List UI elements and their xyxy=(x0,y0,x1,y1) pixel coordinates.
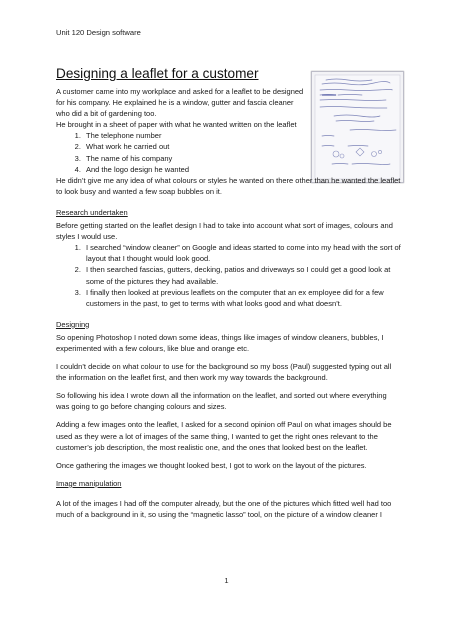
image-manipulation-section xyxy=(56,478,402,520)
page-number: 1 xyxy=(224,576,229,585)
list-item: 4. And the logo design he wanted xyxy=(83,164,402,175)
paragraph: Once gathering the images we thought looked best, I got to work on the layout of the pictures. xyxy=(56,460,367,470)
intro-line: He brought in a sheet of paper with what he wanted written on the leaflet xyxy=(56,120,297,130)
research-intro: Before getting started on the leaflet design I had to take into account what sort of images, colours and styles I would use. xyxy=(56,221,393,242)
paragraph: So following his idea I wrote down all the information on the leaflet, and sorted out where everything was going to go before changing colours and sizes. xyxy=(56,391,387,412)
document-body xyxy=(56,86,402,527)
paragraph: I couldn’t decide on what colour to use for the background so my boss (Paul) suggested typing out all the information on the leaflet first, and then work my way towards the background. xyxy=(56,362,392,383)
list-item: 1. The telephone number xyxy=(83,130,402,141)
page-header: Unit 120 Design software xyxy=(56,28,141,37)
designing-section xyxy=(56,319,402,471)
leaflet-requirements-list xyxy=(56,130,402,174)
intro-line: who did a bit of gardening too. xyxy=(56,109,157,119)
intro-after-paragraph: He didn’t give me any idea of what colours or styles he wanted on there other than he wanted the leaflet to look busy and wanted a few soap bubbles on it. xyxy=(56,175,401,196)
image-manipulation-heading: Image manipulation xyxy=(56,478,122,488)
research-section xyxy=(56,207,402,309)
list-item: 2. I then searched fascias, gutters, decking, patios and driveways so I could get a good look at some of the pictures they had available. xyxy=(83,264,402,286)
paragraph: Adding a few images onto the leaflet, I asked for a second opinion off Paul on what images should be used as they were a lot of images of the same thing, I wanted to get the right ones relevant to the customer’s job description, the most realistic one, and the ones that looked best on the leaflet. xyxy=(56,420,392,452)
list-item: 2. What work he carried out xyxy=(83,141,402,152)
list-item: 3. I finally then looked at previous leaflets on the computer that an ex employee did for a few customers in the past, to get to terms with what looks good and what doesn’t. xyxy=(83,287,402,309)
research-heading: Research undertaken xyxy=(56,207,128,217)
intro-line: for his company. He explained he is a window, gutter and fascia cleaner xyxy=(56,98,294,108)
list-item: 1. I searched “window cleaner” on Google and ideas started to come into my head with the sort of layout that I thought would look good. xyxy=(83,242,402,264)
paragraph: So opening Photoshop I noted down some ideas, things like images of window cleaners, bubbles, I experimented with a few colours, like blue and orange etc. xyxy=(56,332,384,353)
research-list xyxy=(56,242,402,309)
list-item: 3. The name of his company xyxy=(83,153,402,164)
paragraph: A lot of the images I had off the computer already, but the one of the pictures which fitted well had too much of a background in it, so using the “magnetic lasso” tool, on the picture of a window cleaner I xyxy=(56,498,392,519)
intro-section xyxy=(56,86,402,197)
intro-line: A customer came into my workplace and asked for a leaflet to be designed xyxy=(56,87,304,96)
designing-heading: Designing xyxy=(56,319,90,329)
page-title: Designing a leaflet for a customer xyxy=(56,66,259,81)
